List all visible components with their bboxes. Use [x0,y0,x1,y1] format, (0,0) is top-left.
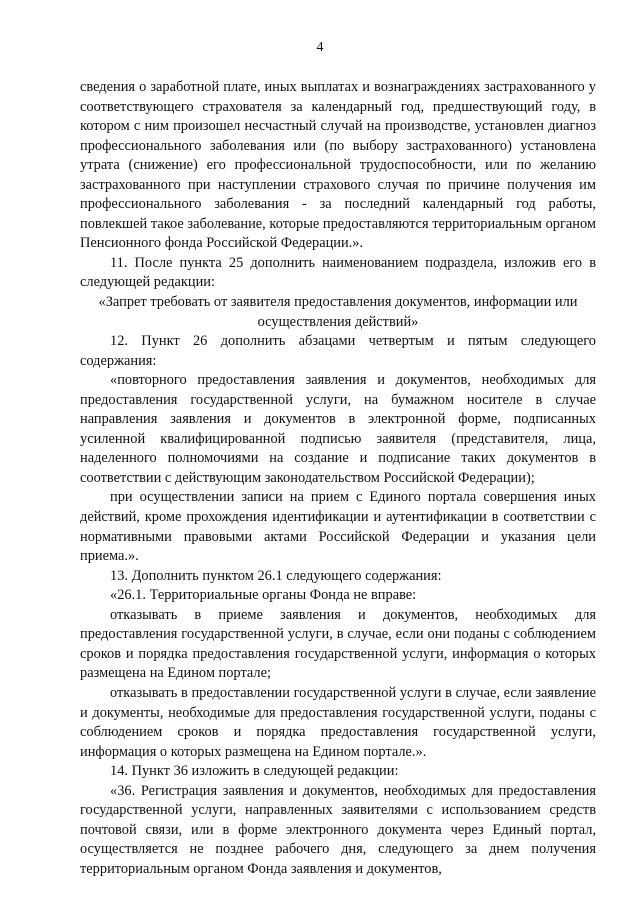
paragraph-refuse-service: отказывать в предоставлении государственной услуги в случае, если заявление и документы, необходимые для предоставления государственной услуги, поданы с соблюдением сроков и порядка предоставления государственной услуги, информация о которых размещена на Едином портале.». [80,684,596,760]
paragraph-36-text: «36. Регистрация заявления и документов, необходимых для предоставления государственной услуги, направленных заявителями с использованием средств почтовой связи, или в форме электронного документа через Единый портал, осуществляется не позднее рабочего дня, следующего за днем получения территориальным органом Фонда заявления и документов, [80,782,596,877]
paragraph-quote-repeat: «повторного предоставления заявления и документов, необходимых для предоставления государственной услуги, на бумажном носителе в случае направления заявления и документов в электронной форме, подписанных усиленной квалифицированной подписью заявителя (представителя, лица, наделенного полномочиями на создание и подписание таких документов в соответствии с действующим законодательством Российской Федерации); [80,372,596,486]
paragraph-item-11: 11. После пункта 25 дополнить наименованием подраздела, изложив его в следующей редакции: [80,254,596,291]
subsection-heading: «Запрет требовать от заявителя предоставления документов, информации или осуществления действий» [98,294,578,330]
paragraph-26-1-heading: «26.1. Территориальные органы Фонда не вправе: [110,587,417,604]
paragraph-item-12: 12. Пункт 26 дополнить абзацами четвертым и пятым следующего содержания: [80,333,596,369]
page-number: 4 [316,40,324,55]
paragraph-item-14: 14. Пункт 36 изложить в следующей редакции: [110,763,399,780]
paragraph-quote-appointment: при осуществлении записи на прием с Единого портала совершения иных действий, кроме прохождения идентификации и аутентификации в соответствии с нормативными правовыми актами Российской Федерации и указания цели приема.». [80,489,596,565]
paragraph-refuse-acceptance: отказывать в приеме заявления и документов, необходимых для предоставления государственной услуги, в случае, если они поданы с соблюдением сроков и порядка предоставления государственной услуги, информация о которых размещена на Едином портале; [80,606,596,682]
paragraph-item-13: 13. Дополнить пунктом 26.1 следующего содержания: [110,567,442,584]
paragraph-continuation: сведения о заработной плате, иных выплатах и вознаграждениях застрахованного у соответствующего страхователя за календарный год, предшествующий году, в котором с ним произошел несчастный случай на производстве, установлен диагноз профессионального заболевания или (по выбору застрахованного) установлена утрата (снижение) его профессиональной трудоспособности, или по желанию застрахованного при наступлении страхового случая по причине получения им профессионального заболевания - за последний календарный год работы, повлекшей такое заболевание, которые предоставляются территориальным органом Пенсионного фонда Российской Федерации.». [80,79,596,252]
document-body [80,78,596,879]
